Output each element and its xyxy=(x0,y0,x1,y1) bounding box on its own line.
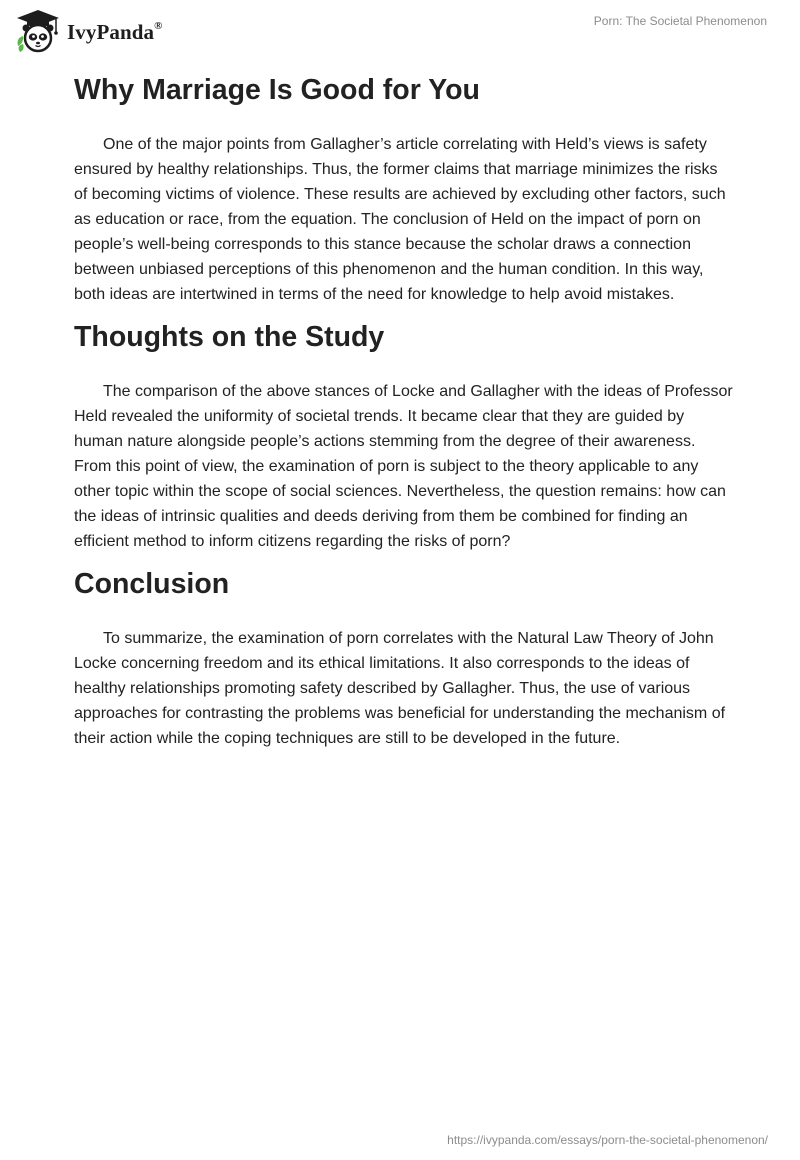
section-conclusion xyxy=(74,564,734,751)
section-heading: Conclusion xyxy=(74,568,230,600)
page-header xyxy=(0,0,800,60)
section-paragraph: To summarize, the examination of porn correlates with the Natural Law Theory of John Locke concerning freedom and its ethical limitations. It also corresponds to the ideas of healthy relationships promoting safety described by Gallagher. Thus, the use of various approaches for contrasting the problems was beneficial for understanding the mechanism of their action while the coping techniques are still to be developed in the future. xyxy=(74,630,726,747)
ivypanda-logo[interactable] xyxy=(14,8,163,54)
section-why-marriage xyxy=(74,70,734,307)
section-heading: Why Marriage Is Good for You xyxy=(74,74,480,106)
section-paragraph: The comparison of the above stances of Locke and Gallagher with the ideas of Professor Held revealed the uniformity of societal trends. It became clear that they are guided by human nature alongside people’s actions stemming from the degree of their awareness. From this point of view, the examination of porn is subject to the theory applicable to any other topic within the scope of social sciences. Nevertheless, the question remains: how can the ideas of intrinsic qualities and deeds deriving from them be combined for finding an efficient method to inform citizens regarding the risks of porn? xyxy=(74,383,733,550)
brand-name: IvyPanda® xyxy=(67,19,163,44)
section-paragraph: One of the major points from Gallagher’s article correlating with Held’s views is safety ensured by healthy relationships. Thus, the former claims that marriage minimizes the risks of becoming victims of violence. These results are achieved by excluding other factors, such as education or race, from the equation. The conclusion of Held on the impact of porn on people’s well-being corresponds to this stance because the scholar draws a connection between unbiased perceptions of this phenomenon and the human condition. In this way, both ideas are intertwined in terms of the need for knowledge to help avoid mistakes. xyxy=(74,136,726,303)
registered-mark: ® xyxy=(154,19,163,32)
document-title: Porn: The Societal Phenomenon xyxy=(593,14,767,28)
essay-content xyxy=(74,70,734,751)
panda-graduate-icon xyxy=(14,8,62,54)
section-thoughts-on-study xyxy=(74,317,734,554)
section-heading: Thoughts on the Study xyxy=(74,321,385,353)
source-url-link[interactable]: https://ivypanda.com/essays/porn-the-societal-phenomenon/ xyxy=(447,1133,768,1147)
